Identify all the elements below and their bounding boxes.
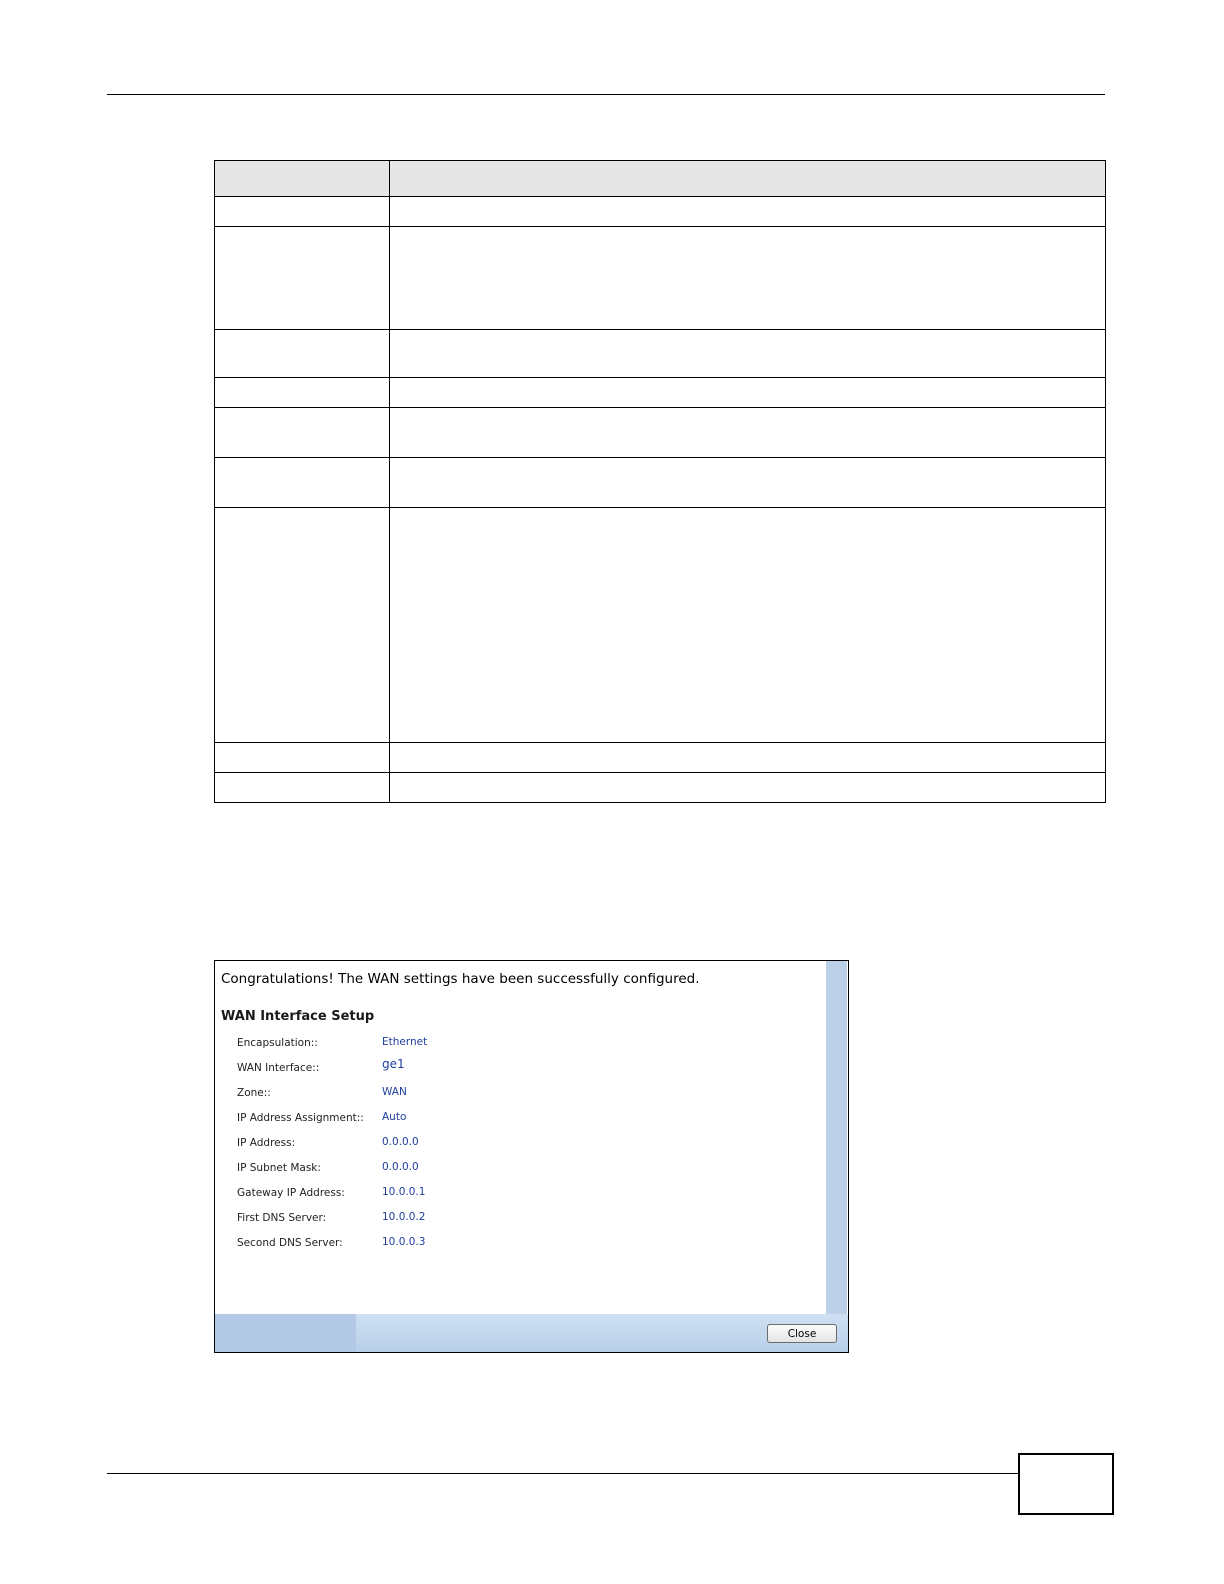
field-row-ip-assignment [237,1109,637,1129]
field-label: Encapsulation:: [237,1037,318,1049]
field-value: 0.0.0.0 [382,1161,419,1173]
field-value: 10.0.0.1 [382,1186,426,1198]
table-cell [390,508,1106,743]
table-cell [390,458,1106,508]
field-label: WAN Interface:: [237,1062,320,1074]
field-label: Zone:: [237,1087,271,1099]
field-label: IP Subnet Mask: [237,1162,321,1174]
close-button[interactable]: Close [767,1324,837,1343]
table-row [215,773,1106,803]
table-cell [215,773,390,803]
table-cell [215,330,390,378]
table-row [215,197,1106,227]
table-cell [215,743,390,773]
table-cell [390,197,1106,227]
table-cell [390,330,1106,378]
field-row-second-dns [237,1234,637,1254]
table-header-row [215,161,1106,197]
header-rule [107,94,1105,95]
wan-summary-dialog [214,960,849,1353]
dialog-title: Congratulations! The WAN settings have been successfully configured. [221,971,700,987]
table-header-cell [215,161,390,197]
table-cell [215,458,390,508]
table-cell [215,227,390,330]
field-value: Auto [382,1111,407,1123]
field-value: 0.0.0.0 [382,1136,419,1148]
field-label: Second DNS Server: [237,1237,343,1249]
table-cell [215,408,390,458]
dialog-footer [215,1314,848,1352]
field-row-wan-interface [237,1059,637,1079]
page-number-box [1018,1453,1114,1515]
table-cell [390,408,1106,458]
field-value: Ethernet [382,1036,428,1048]
field-label: IP Address Assignment:: [237,1112,364,1124]
table-cell [215,508,390,743]
field-value: 10.0.0.3 [382,1236,426,1248]
table-cell [215,197,390,227]
field-value: WAN [382,1086,407,1098]
field-value: 10.0.0.2 [382,1211,426,1223]
field-row-first-dns [237,1209,637,1229]
section-title: WAN Interface Setup [221,1009,375,1024]
field-value: ge1 [382,1057,405,1071]
table-row [215,227,1106,330]
scrollbar[interactable] [826,961,847,1314]
field-label: First DNS Server: [237,1212,327,1224]
table-header-cell [390,161,1106,197]
table-cell [215,378,390,408]
table-cell [390,378,1106,408]
field-row-zone [237,1084,637,1104]
field-row-encapsulation [237,1034,637,1054]
field-label: Gateway IP Address: [237,1187,345,1199]
table-row [215,408,1106,458]
table-row [215,743,1106,773]
table-cell [390,773,1106,803]
field-row-ip-address [237,1134,637,1154]
table-row [215,378,1106,408]
footer-tab [215,1314,356,1352]
field-label: IP Address: [237,1137,296,1149]
description-table [214,160,1106,803]
table-row [215,458,1106,508]
table-row [215,508,1106,743]
field-row-gateway [237,1184,637,1204]
table-row [215,330,1106,378]
field-row-subnet-mask [237,1159,637,1179]
table-cell [390,743,1106,773]
footer-rule [107,1473,1018,1474]
table-cell [390,227,1106,330]
